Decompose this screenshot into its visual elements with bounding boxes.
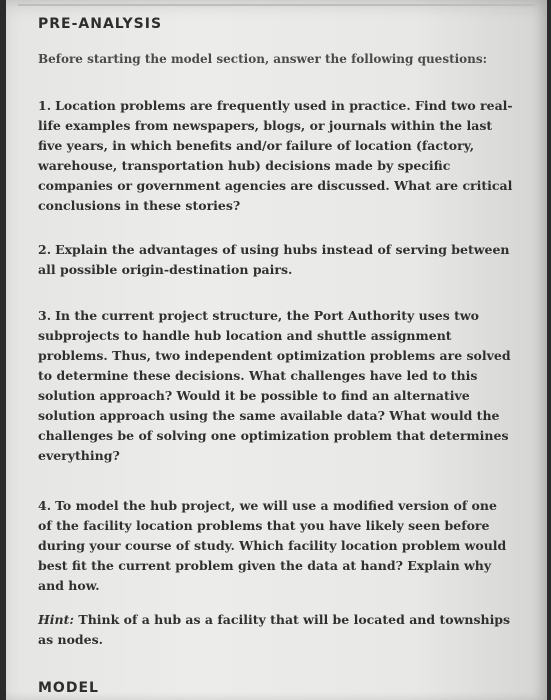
section-heading-model: MODEL — [38, 680, 99, 696]
question-text: Explain the advantages of using hubs instead of serving between all possible origin-destination pairs. — [38, 242, 510, 277]
top-divider — [18, 4, 535, 6]
question-number: 1. — [38, 98, 52, 113]
question-text: Location problems are frequently used in practice. Find two real-life examples from newspapers, blogs, or journals within the last five years, in which benefits and/or failure of location (factory, warehouse, transportation hub) decisions made by specific companies or government agencies are discussed. What are critical conclusions in these stories? — [38, 98, 513, 213]
question-4 — [38, 496, 513, 596]
question-number: 2. — [38, 242, 52, 257]
question-text: To model the hub project, we will use a modified version of one of the facility location problems that you have likely seen before during your course of study. Which facility location problem would best fit the current problem given the data at hand? Explain why and how. — [38, 498, 507, 593]
section-heading-pre-analysis: PRE-ANALYSIS — [38, 16, 163, 32]
question-text: In the current project structure, the Port Authority uses two subprojects to handle hub location and shuttle assignment problems. Thus, two independent optimization problems are solved to determine these decisions. What challenges have led to this solution approach? Would it be possible to find an alternative solution approach using the same available data? What would the challenges be of solving one optimization problem that determines everything? — [38, 308, 511, 463]
question-2 — [38, 240, 513, 280]
hint-label: Hint: — [38, 612, 75, 627]
hint-text: Think of a hub as a facility that will be located and townships as nodes. — [38, 612, 511, 647]
question-1 — [38, 96, 513, 216]
question-number: 3. — [38, 308, 52, 323]
document-page — [6, 0, 547, 700]
hint-paragraph — [38, 610, 513, 650]
instruction-text: Before starting the model section, answer the following questions: — [38, 52, 488, 66]
question-3 — [38, 306, 513, 466]
question-number: 4. — [38, 498, 52, 513]
